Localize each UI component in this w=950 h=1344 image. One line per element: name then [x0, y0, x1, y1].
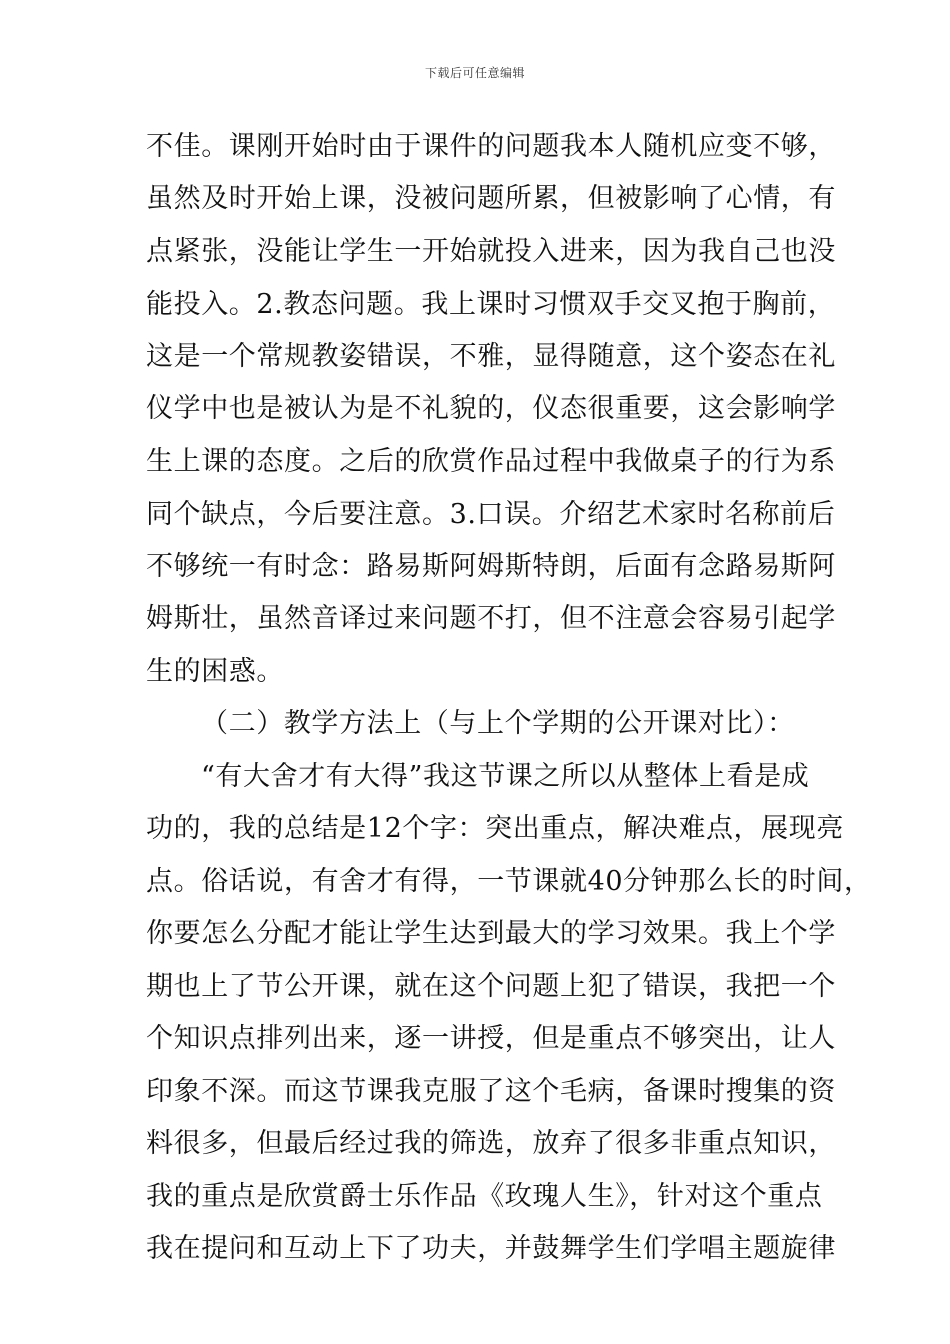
- section-heading: （二）教学方法上（与上个学期的公开课对比）：: [201, 708, 795, 739]
- text-line: 印象不深。而这节课我克服了这个毛病，备课时搜集的资: [146, 1076, 836, 1107]
- page-header: 下载后可任意编辑: [424, 66, 525, 80]
- text-line: 个知识点排列出来，逐一讲授，但是重点不够突出，让人: [146, 1023, 836, 1054]
- text-line: 我的重点是欣赏爵士乐作品《玫瑰人生》，针对这个重点: [146, 1181, 823, 1212]
- text-line: 虽然及时开始上课，没被问题所累，但被影响了心情，有: [146, 183, 836, 214]
- text-line: 我在提问和互动上下了功夫，并鼓舞学生们学唱主题旋律: [146, 1233, 836, 1264]
- text-line: 点紧张，没能让学生一开始就投入进来，因为我自己也没: [146, 236, 836, 267]
- text-line: 不够统一有时念：路易斯阿姆斯特朗，后面有念路易斯阿: [146, 551, 836, 582]
- paragraph-first-line: “有大舍才有大得”我这节课之所以从整体上看是成: [201, 761, 810, 792]
- text-line: 能投入。2.教态问题。我上课时习惯双手交叉抱于胸前，: [146, 289, 836, 320]
- text-line: 同个缺点，今后要注意。3.口误。介绍艺术家时名称前后: [146, 499, 836, 530]
- text-line: 仪学中也是被认为是不礼貌的，仪态很重要，这会影响学: [146, 393, 836, 424]
- text-line: 你要怎么分配才能让学生达到最大的学习效果。我上个学: [146, 918, 836, 949]
- text-line: 料很多，但最后经过我的筛选，放弃了很多非重点知识，: [146, 1128, 836, 1159]
- text-line: 期也上了节公开课，就在这个问题上犯了错误，我把一个: [146, 971, 836, 1002]
- text-line: 姆斯壮，虽然音译过来问题不打，但不注意会容易引起学: [146, 603, 836, 634]
- text-line: 点。俗话说，有舍才有得，一节课就40分钟那么长的时间，: [146, 866, 872, 897]
- text-line: 这是一个常规教姿错误，不雅，显得随意，这个姿态在礼: [146, 341, 836, 372]
- text-line: 生的困惑。: [146, 656, 284, 687]
- text-line: 不佳。课刚开始时由于课件的问题我本人随机应变不够，: [146, 131, 836, 162]
- text-line: 生上课的态度。之后的欣赏作品过程中我做桌子的行为系: [146, 446, 836, 477]
- text-line: 功的，我的总结是12个字：突出重点，解决难点，展现亮: [146, 813, 844, 844]
